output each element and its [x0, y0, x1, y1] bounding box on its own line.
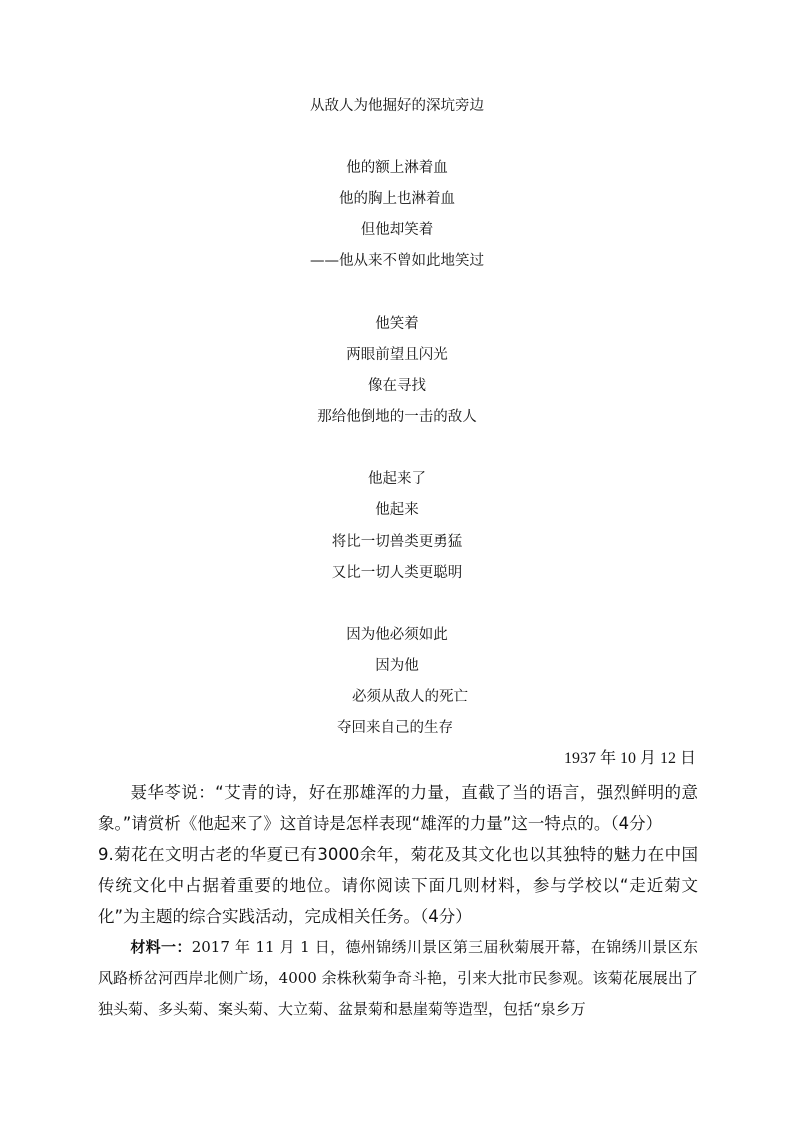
poem-line: 两眼前望且闪光	[346, 347, 448, 363]
poem-line: 他起来	[375, 502, 419, 518]
poem-line: 那给他倒地的一击的敌人	[317, 409, 477, 425]
material-1-label: 材料一：	[130, 938, 192, 956]
poem-line: 因为他必须如此	[346, 627, 448, 643]
poem-line: 又比一切人类更聪明	[331, 565, 463, 581]
material-1	[98, 932, 698, 1025]
poem-line: 他的胸上也淋着血	[339, 191, 455, 207]
poem-line: 因为他	[375, 658, 419, 674]
poem-line: 夺回来自己的生存	[337, 720, 453, 736]
poem-line: 像在寻找	[368, 378, 426, 394]
question-8	[98, 777, 698, 839]
poem-line: 将比一切兽类更勇猛	[331, 534, 463, 550]
poem-line: ——他从来不曾如此地笑过	[310, 253, 484, 269]
poem-date: 1937 年 10 月 12 日	[563, 750, 696, 767]
question-9	[98, 839, 698, 932]
poem-line: 他的额上淋着血	[346, 160, 448, 176]
question-9-text: 9.菊花在文明古老的华夏已有3000余年，菊花及其文化也以其独特的魅力在中国传统文化中占据着重要的地位。请你阅读下面几则材料，参与学校以“走近菊文化”为主题的综合实践活动，完成相关任务。（4分）	[98, 845, 698, 926]
poem-line: 他起来了	[368, 471, 426, 487]
poem-line: 必须从敌人的死亡	[352, 689, 468, 705]
poem-line: 他笑着	[375, 316, 419, 332]
material-1-text: 2017 年 11 月 1 日，德州锦绣川景区第三届秋菊展开幕，在锦绣川景区东风路桥岔河西岸北侧广场，4000 余株秋菊争奇斗艳，引来大批市民参观。该菊花展展出了独头菊、多头菊、案头菊、大立菊、盆景菊和悬崖菊等造型，包括“泉乡万	[98, 938, 698, 1018]
poem-line: 但他却笑着	[360, 222, 434, 238]
poem-line: 从敌人为他掘好的深坑旁边	[310, 98, 484, 114]
question-8-text: 聂华苓说：“艾青的诗，好在那雄浑的力量，直截了当的语言，强烈鲜明的意象。”请赏析《他起来了》这首诗是怎样表现“雄浑的力量”这一特点的。（4分）	[98, 783, 698, 833]
